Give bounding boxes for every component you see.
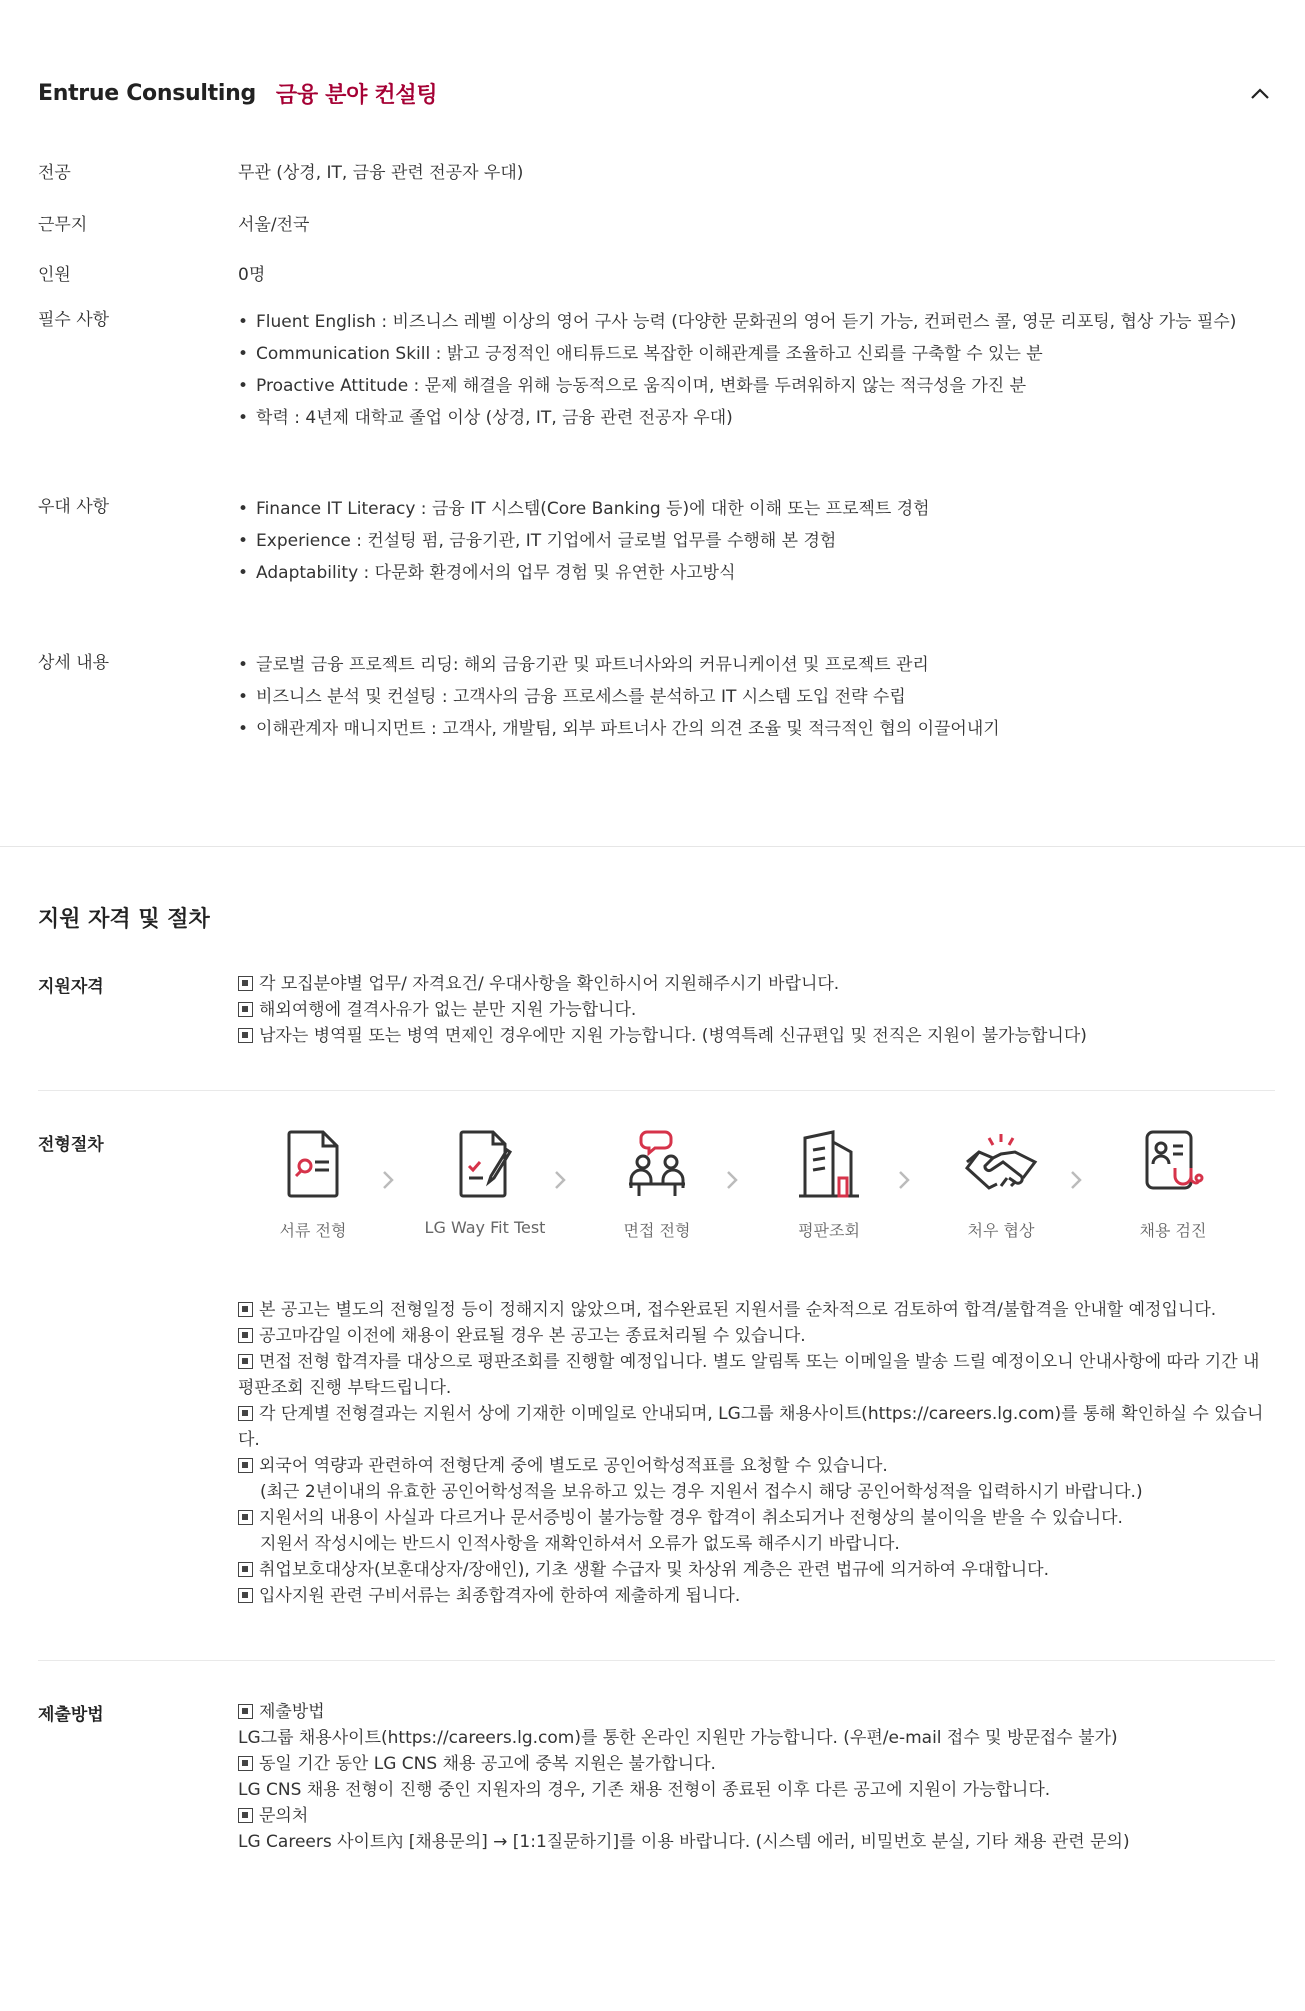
divider (38, 1660, 1275, 1661)
notice-line: LG CNS 채용 전형이 진행 중인 지원자의 경우, 기존 채용 전형이 종료된 이후 다른 공고에 지원이 가능합니다. (238, 1780, 1051, 1800)
list-item: • 학력 : 4년제 대학교 졸업 이상 (상경, IT, 금융 관련 전공자 우대) (238, 402, 1236, 434)
notice-line: 지원서 작성시에는 반드시 인적사항을 재확인하셔서 오류가 없도록 해주시기 바랍니다. (260, 1534, 900, 1554)
notice-line: 공고마감일 이전에 채용이 완료될 경우 본 공고는 종료처리될 수 있습니다. (238, 1323, 1275, 1349)
notice-line: 남자는 병역필 또는 병역 면제인 경우에만 지원 가능합니다. (병역특례 신규편입 및 전직은 지원이 불가능합니다) (238, 1023, 1275, 1049)
notice-line: 본 공고는 별도의 전형일정 등이 정해지지 않았으며, 접수완료된 지원서를 순차적으로 검토하여 합격/불합격을 안내할 예정입니다. (238, 1297, 1275, 1323)
step-test (410, 1128, 560, 1237)
chevron-right-icon (380, 1168, 396, 1192)
preferred-label: 우대 사항 (38, 497, 110, 517)
description-list (238, 649, 1000, 745)
list-item: • 글로벌 금융 프로젝트 리딩: 해외 금융기관 및 파트너사와의 커뮤니케이션 및 프로젝트 관리 (238, 649, 1000, 681)
notice-line: (최근 2년이내의 유효한 공인어학성적을 보유하고 있는 경우 지원서 접수시 해당 공인어학성적을 입력하시기 바랍니다.) (260, 1482, 1143, 1502)
location-label: 근무지 (38, 215, 88, 235)
company-name: Entrue Consulting (38, 80, 256, 106)
step-label: 평판조회 (798, 1221, 860, 1240)
step-label: 처우 협상 (967, 1221, 1035, 1240)
headcount-label: 인원 (38, 265, 71, 285)
square-bullet-icon (238, 1302, 253, 1317)
notice-line: 각 단계별 전형결과는 지원서 상에 기재한 이메일로 안내되며, LG그룹 채용사이트(https://careers.lg.com)를 통해 확인하실 수 있습니다. (238, 1404, 1264, 1450)
section-title: 지원 자격 및 절차 (38, 907, 210, 932)
notice-line: LG Careers 사이트內 [채용문의] → [1:1질문하기]를 이용 바랍니다. (시스템 에러, 비밀번호 분실, 기타 채용 관련 문의) (238, 1832, 1130, 1852)
square-bullet-icon (238, 1328, 253, 1343)
square-bullet-icon (238, 1002, 253, 1017)
step-label: LG Way Fit Test (424, 1218, 546, 1237)
square-bullet-icon (238, 1808, 253, 1823)
process-steps (238, 1128, 1275, 1248)
step-label: 면접 전형 (623, 1221, 691, 1240)
notice-line: 동일 기간 동안 LG CNS 채용 공고에 중복 지원은 불가합니다. (238, 1751, 1275, 1777)
list-item: • Proactive Attitude : 문제 해결을 위해 능동적으로 움직이며, 변화를 두려워하지 않는 적극성을 가진 분 (238, 370, 1236, 402)
list-item: • Communication Skill : 밝고 긍정적인 애티튜드로 복잡한 이해관계를 조율하고 신뢰를 구축할 수 있는 분 (238, 338, 1236, 370)
step-label: 서류 전형 (279, 1221, 347, 1240)
list-item: • Adaptability : 다문화 환경에서의 업무 경험 및 유연한 사고방식 (238, 557, 930, 589)
notice-line: 외국어 역량과 관련하여 전형단계 중에 별도로 공인어학성적표를 요청할 수 있습니다. (238, 1453, 1275, 1479)
square-bullet-icon (238, 976, 253, 991)
test-sheet-icon (455, 1128, 515, 1200)
square-bullet-icon (238, 1562, 253, 1577)
square-bullet-icon (238, 1510, 253, 1525)
list-item: • Fluent English : 비즈니스 레벨 이상의 영어 구사 능력 (다양한 문화권의 영어 듣기 가능, 컨퍼런스 콜, 영문 리포팅, 협상 가능 필수) (238, 306, 1236, 338)
step-document (238, 1128, 388, 1241)
notice-line: 입사지원 관련 구비서류는 최종합격자에 한하여 제출하게 됩니다. (238, 1583, 1275, 1609)
chevron-up-icon[interactable] (1246, 80, 1274, 108)
qualification-notes (238, 971, 1275, 1049)
notice-line: 문의처 (238, 1803, 1275, 1829)
notice-line: 지원서의 내용이 사실과 다르거나 문서증빙이 불가능할 경우 합격이 취소되거나 전형상의 불이익을 받을 수 있습니다. (238, 1505, 1275, 1531)
notice-line: 각 모집분야별 업무/ 자격요건/ 우대사항을 확인하시어 지원해주시기 바랍니다. (238, 971, 1275, 997)
step-medical (1098, 1128, 1248, 1241)
step-interview (582, 1128, 732, 1241)
notice-line: 해외여행에 결격사유가 없는 분만 지원 가능합니다. (238, 997, 1275, 1023)
medical-check-icon (1141, 1128, 1205, 1200)
headcount-value: 0명 (238, 265, 266, 285)
document-search-icon (283, 1128, 343, 1200)
building-icon (797, 1128, 861, 1200)
square-bullet-icon (238, 1354, 253, 1369)
square-bullet-icon (238, 1406, 253, 1421)
notice-line: 취업보호대상자(보훈대상자/장애인), 기초 생활 수급자 및 차상위 계층은 관련 법규에 의거하여 우대합니다. (238, 1557, 1275, 1583)
square-bullet-icon (238, 1458, 253, 1473)
major-value: 무관 (상경, IT, 금융 관련 전공자 우대) (238, 163, 524, 183)
notice-line: 제출방법 (238, 1699, 1275, 1725)
list-item: • Experience : 컨설팅 펌, 금융기관, IT 기업에서 글로벌 업무를 수행해 본 경험 (238, 525, 930, 557)
chevron-right-icon (724, 1168, 740, 1192)
handshake-icon (963, 1128, 1039, 1200)
process-label: 전형절차 (38, 1135, 104, 1155)
submission-label: 제출방법 (38, 1705, 104, 1725)
list-item: • Finance IT Literacy : 금융 IT 시스템(Core Banking 등)에 대한 이해 또는 프로젝트 경험 (238, 493, 930, 525)
square-bullet-icon (238, 1756, 253, 1771)
list-item: • 이해관계자 매니지먼트 : 고객사, 개발팀, 외부 파트너사 간의 의견 조율 및 적극적인 협의 이끌어내기 (238, 713, 1000, 745)
description-label: 상세 내용 (38, 653, 110, 673)
required-label: 필수 사항 (38, 310, 110, 330)
notice-line: 면접 전형 합격자를 대상으로 평판조회를 진행할 예정입니다. 별도 알림톡 또는 이메일을 발송 드릴 예정이오니 안내사항에 따라 기간 내 평판조회 진행 부탁드립니다. (238, 1352, 1260, 1398)
list-item: • 비즈니스 분석 및 컨설팅 : 고객사의 금융 프로세스를 분석하고 IT 시스템 도입 전략 수립 (238, 681, 1000, 713)
notice-line: LG그룹 채용사이트(https://careers.lg.com)를 통한 온라인 지원만 가능합니다. (우편/e-mail 접수 및 방문접수 불가) (238, 1728, 1118, 1748)
qualification-label: 지원자격 (38, 977, 104, 997)
submission-notes (238, 1699, 1275, 1855)
chevron-right-icon (552, 1168, 568, 1192)
preferred-list (238, 493, 930, 589)
chevron-right-icon (1068, 1168, 1084, 1192)
step-negotiation (926, 1128, 1076, 1241)
square-bullet-icon (238, 1704, 253, 1719)
square-bullet-icon (238, 1588, 253, 1603)
divider (38, 1090, 1275, 1091)
process-notes (238, 1297, 1275, 1609)
square-bullet-icon (238, 1028, 253, 1043)
required-list (238, 306, 1236, 434)
step-reference (754, 1128, 904, 1241)
chevron-right-icon (896, 1168, 912, 1192)
major-label: 전공 (38, 163, 71, 183)
section-divider (0, 846, 1305, 847)
location-value: 서울/전국 (238, 215, 310, 235)
job-title: 금융 분야 컨설팅 (275, 82, 438, 108)
interview-icon (625, 1128, 689, 1200)
job-header (38, 76, 437, 110)
step-label: 채용 검진 (1139, 1221, 1207, 1240)
